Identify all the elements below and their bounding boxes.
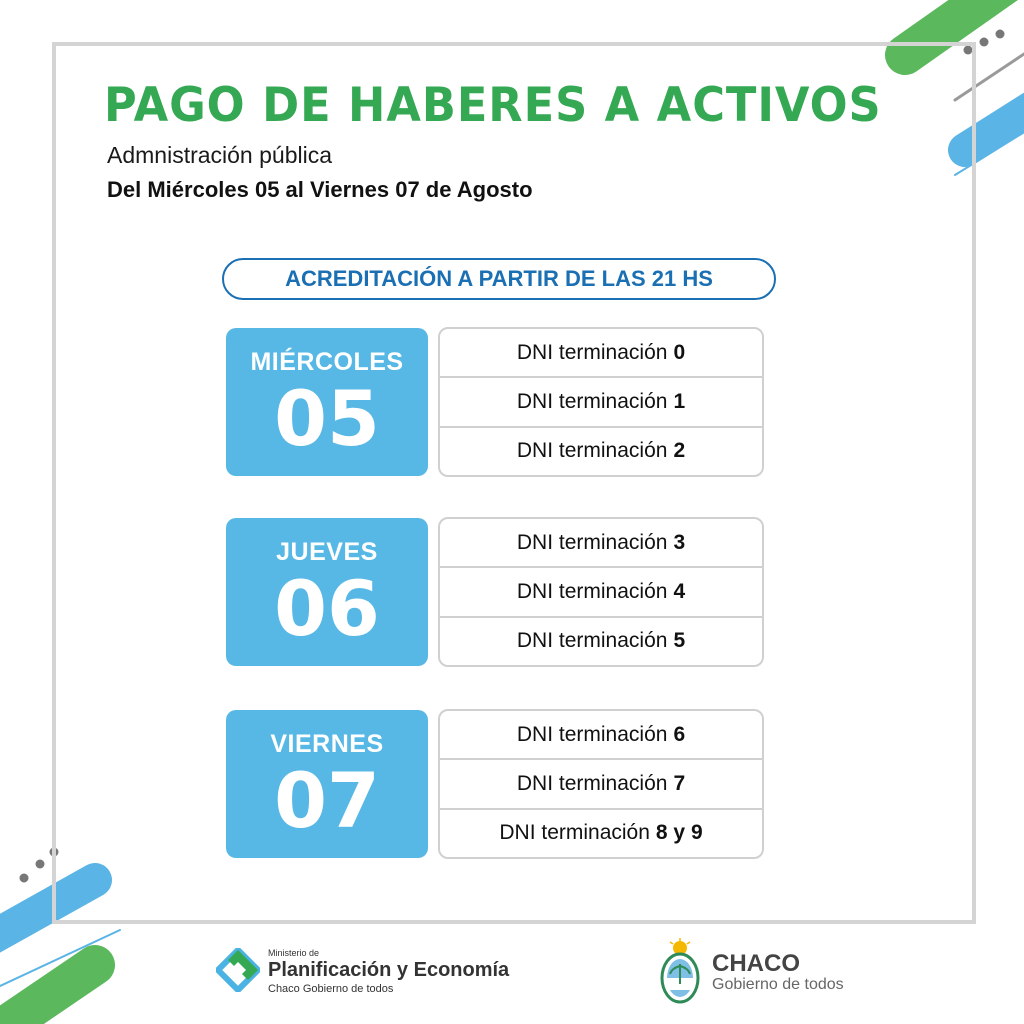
accreditation-label: ACREDITACIÓN A PARTIR DE LAS 21 HS: [285, 266, 713, 291]
day-box-friday: [226, 710, 428, 858]
accreditation-notice: [222, 258, 776, 300]
dni-list-thursday: [438, 517, 764, 667]
day-box-wednesday: [226, 328, 428, 476]
dni-row: DNI terminación 8 y 9: [499, 821, 703, 845]
chaco-logo-text: [712, 950, 844, 994]
ministry-name: Planificación y Economía: [268, 959, 510, 981]
dni-row: DNI terminación 4: [440, 568, 762, 617]
dni-list-friday: [438, 709, 764, 859]
ministry-logo-text: [268, 948, 509, 995]
date-range: Del Miércoles 05 al Viernes 07 de Agosto: [107, 177, 533, 202]
day-number: 07: [274, 756, 380, 845]
day-number: 06: [274, 564, 380, 653]
day-number: 05: [274, 374, 380, 463]
day-box-thursday: [226, 518, 428, 666]
subtitle: Admnistración pública: [107, 142, 333, 168]
page-title: PAGO DE HABERES A ACTIVOS: [104, 78, 882, 133]
ministry-subtitle: Chaco Gobierno de todos: [268, 983, 394, 995]
ministry-small-label: Ministerio de: [268, 948, 320, 958]
dni-row: DNI terminación 5: [516, 629, 686, 653]
dni-row: DNI terminación 6: [440, 711, 762, 760]
day-name: JUEVES: [276, 538, 378, 566]
dni-row: DNI terminación 3: [440, 519, 762, 568]
dni-row: DNI terminación 7: [440, 760, 762, 809]
ministry-logo-icon: [216, 948, 260, 992]
day-name: MIÉRCOLES: [250, 348, 404, 376]
dni-list-wednesday: [438, 327, 764, 477]
chaco-name: CHACO: [712, 950, 800, 977]
chaco-shield-icon: [656, 938, 704, 1008]
dni-row: DNI terminación 2: [516, 439, 686, 463]
day-name: VIERNES: [270, 730, 384, 758]
dni-row: DNI terminación 0: [440, 329, 762, 378]
dni-row: DNI terminación 1: [440, 378, 762, 427]
chaco-subtitle: Gobierno de todos: [712, 976, 844, 993]
